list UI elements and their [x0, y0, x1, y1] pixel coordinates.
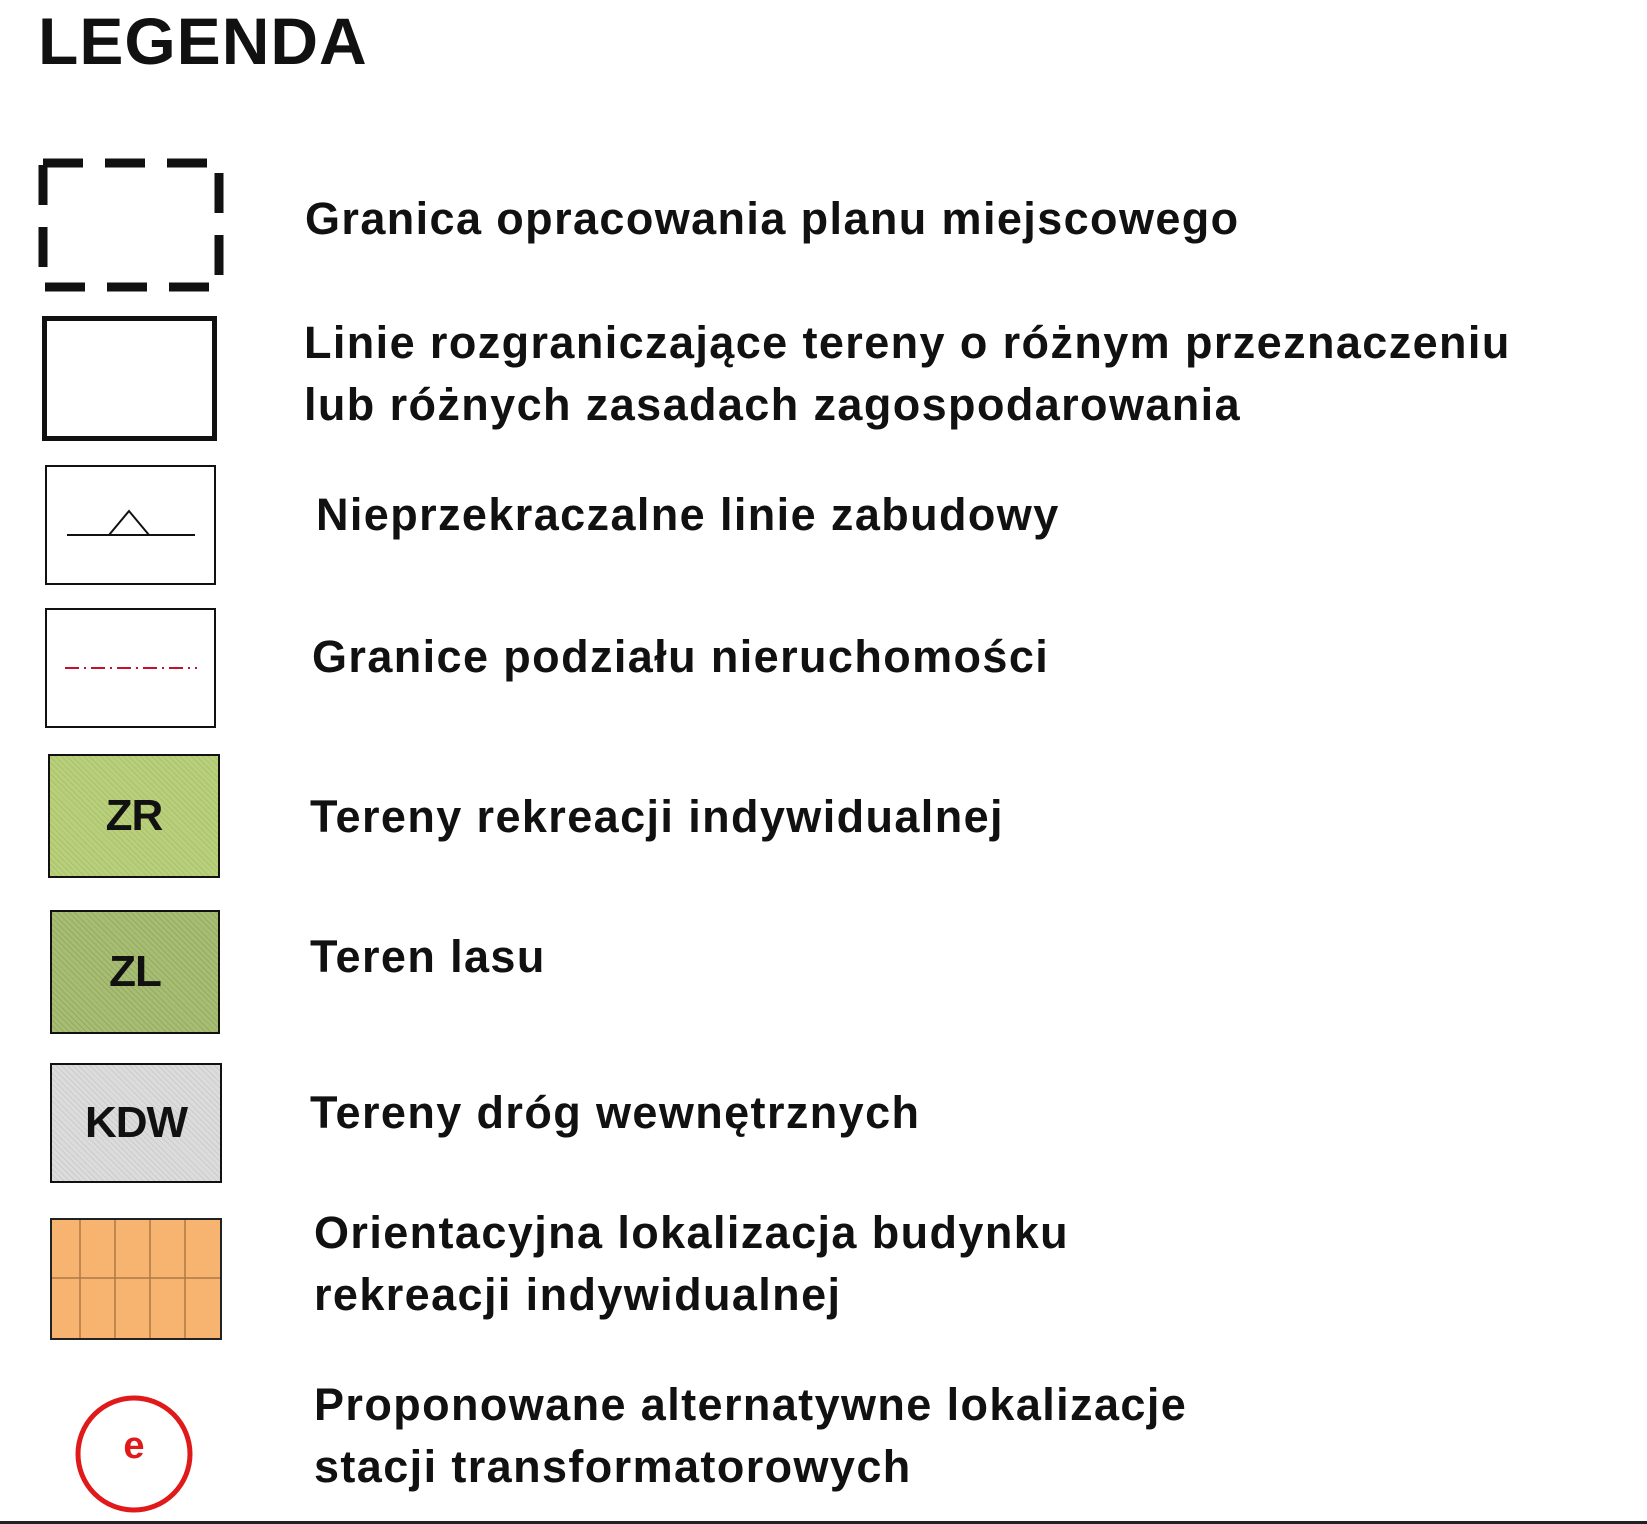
legend-label-building-location: [314, 1202, 1069, 1326]
legend-label-line: rekreacji indywidualnej: [314, 1269, 842, 1320]
building-line-symbol: [45, 465, 216, 585]
legend-label-line: Granica opracowania planu miejscowego: [305, 193, 1240, 244]
legend-label-plan-boundary: [305, 188, 1240, 250]
legend-label-transformer: [314, 1374, 1187, 1498]
legend-label-line: stacji transformatorowych: [314, 1441, 912, 1492]
building-location-symbol: [50, 1218, 222, 1340]
plan-boundary-symbol: [38, 158, 224, 292]
legend-label-line: Nieprzekraczalne linie zabudowy: [316, 489, 1060, 540]
transformer-code: e: [123, 1425, 145, 1467]
zl-code: ZL: [109, 947, 161, 996]
legend-label-line: Proponowane alternatywne lokalizacje: [314, 1379, 1188, 1430]
legend-label-line: lub różnych zasadach zagospodarowania: [304, 379, 1241, 430]
legend-label-line: Tereny rekreacji indywidualnej: [310, 791, 1004, 842]
legend-label-property-division: [312, 626, 1049, 688]
transformer-station-symbol: [70, 1392, 198, 1516]
kdw-code: KDW: [84, 1098, 188, 1147]
legend-label-building-line: [316, 484, 1060, 546]
legend-label-zl: [310, 926, 546, 988]
legend-title: LEGENDA: [38, 4, 368, 78]
zr-zone-symbol: [48, 754, 220, 878]
legend-label-line: Orientacyjna lokalizacja budynku: [314, 1207, 1070, 1258]
legend-label-kdw: [310, 1082, 920, 1144]
legend-label-zr: [310, 786, 1004, 848]
legend-label-line: Tereny dróg wewnętrznych: [310, 1087, 921, 1138]
legend-label-line: Granice podziału nieruchomości: [312, 631, 1050, 682]
kdw-zone-symbol: [50, 1063, 222, 1183]
zl-zone-symbol: [50, 910, 220, 1034]
boundary-lines-symbol: [42, 316, 217, 441]
zr-code: ZR: [105, 791, 163, 840]
legend-label-boundary-lines: [304, 312, 1511, 436]
legend-label-line: Teren lasu: [310, 931, 546, 982]
property-division-symbol: [45, 608, 216, 728]
legend-label-line: Linie rozgraniczające tereny o różnym przeznaczeniu: [304, 317, 1511, 368]
